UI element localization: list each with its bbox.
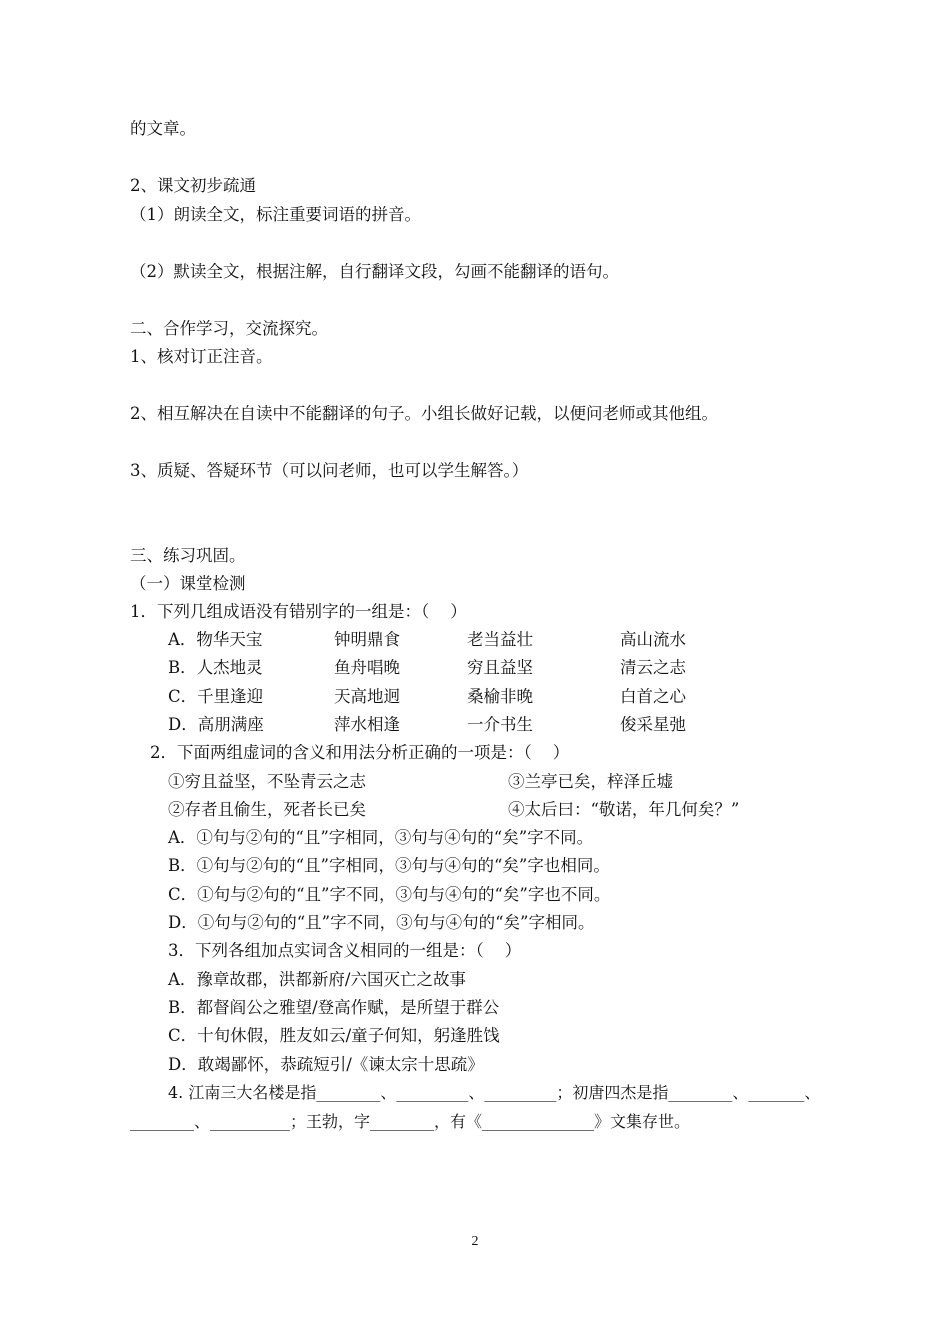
option: A．①句与②句的“且”字相同，③句与④句的“矣”字不同。 bbox=[168, 828, 594, 847]
option-cell: 高山流水 bbox=[620, 630, 686, 649]
option: D．①句与②句的“且”字不同，③句与④句的“矣”字相同。 bbox=[168, 913, 595, 932]
question-stem: 1．下列几组成语没有错别字的一组是：（ ） bbox=[130, 602, 467, 621]
option: D．敢竭鄙怀，恭疏短引/《谏太宗十思疏》 bbox=[168, 1055, 484, 1074]
page-number: 2 bbox=[471, 1234, 479, 1249]
option-cell: 一介书生 bbox=[467, 715, 533, 734]
option: B．①句与②句的“且”字相同，③句与④句的“矣”字也相同。 bbox=[168, 856, 610, 875]
option-cell: 清云之志 bbox=[620, 658, 686, 677]
option-cell: 穷且益坚 bbox=[467, 658, 533, 677]
question-stem: 3．下列各组加点实词含义相同的一组是：（ ） bbox=[168, 941, 522, 960]
option-cell: D．高朋满座 bbox=[168, 715, 264, 734]
paragraph: （1）朗读全文，标注重要词语的拼音。 bbox=[130, 205, 421, 224]
option-cell: 鱼舟唱晚 bbox=[334, 658, 400, 677]
option-cell: C．千里逢迎 bbox=[168, 687, 264, 706]
option-cell: 天高地迥 bbox=[334, 687, 400, 706]
fill-in-question: 4. 江南三大名楼是指________、_________、_________；初唐四杰是指________、_______、 bbox=[168, 1083, 821, 1102]
fill-in-question: ________、__________；王勃，字________，有《______________》文集存世。 bbox=[130, 1112, 691, 1131]
paragraph: 1、核对订正注音。 bbox=[130, 347, 273, 366]
option: C．十旬休假，胜友如云/童子何知，躬逢胜饯 bbox=[168, 1026, 500, 1045]
section-heading: 2、课文初步疏通 bbox=[130, 176, 256, 195]
paragraph: 3、质疑、答疑环节（可以问老师，也可以学生解答。） bbox=[130, 461, 529, 480]
sentence: ④太后曰：“敬诺，年几何矣？” bbox=[508, 800, 740, 819]
option-cell: 萍水相逢 bbox=[334, 715, 400, 734]
question-stem: 2．下面两组虚词的含义和用法分析正确的一项是：（ ） bbox=[150, 743, 570, 762]
option-cell: 老当益壮 bbox=[467, 630, 533, 649]
sentence: ③兰亭已矣，梓泽丘墟 bbox=[508, 772, 673, 791]
option-cell: 白首之心 bbox=[620, 687, 686, 706]
paragraph: 2、相互解决在自读中不能翻译的句子。小组长做好记载，以便问老师或其他组。 bbox=[130, 404, 718, 423]
text-continuation: 的文章。 bbox=[130, 119, 196, 138]
sentence: ②存者且偷生，死者长已矣 bbox=[168, 800, 366, 819]
option: B．都督阎公之雅望/登高作赋，是所望于群公 bbox=[168, 998, 500, 1017]
sentence: ①穷且益坚，不坠青云之志 bbox=[168, 772, 366, 791]
option-cell: A．物华天宝 bbox=[168, 630, 263, 649]
section-heading: 三、练习巩固。 bbox=[130, 546, 246, 565]
option: C．①句与②句的“且”字不同，③句与④句的“矣”字也不同。 bbox=[168, 885, 611, 904]
option-cell: 桑榆非晚 bbox=[467, 687, 533, 706]
option-cell: 钟明鼎食 bbox=[334, 630, 400, 649]
paragraph: （2）默读全文，根据注解，自行翻译文段，勾画不能翻译的语句。 bbox=[130, 262, 619, 281]
option: A．豫章故郡，洪都新府/六国灭亡之故事 bbox=[168, 970, 466, 989]
section-heading: 二、合作学习，交流探究。 bbox=[130, 319, 328, 338]
option-cell: 俊采星弛 bbox=[620, 715, 686, 734]
subsection-heading: （一）课堂检测 bbox=[130, 574, 246, 593]
option-cell: B．人杰地灵 bbox=[168, 658, 263, 677]
